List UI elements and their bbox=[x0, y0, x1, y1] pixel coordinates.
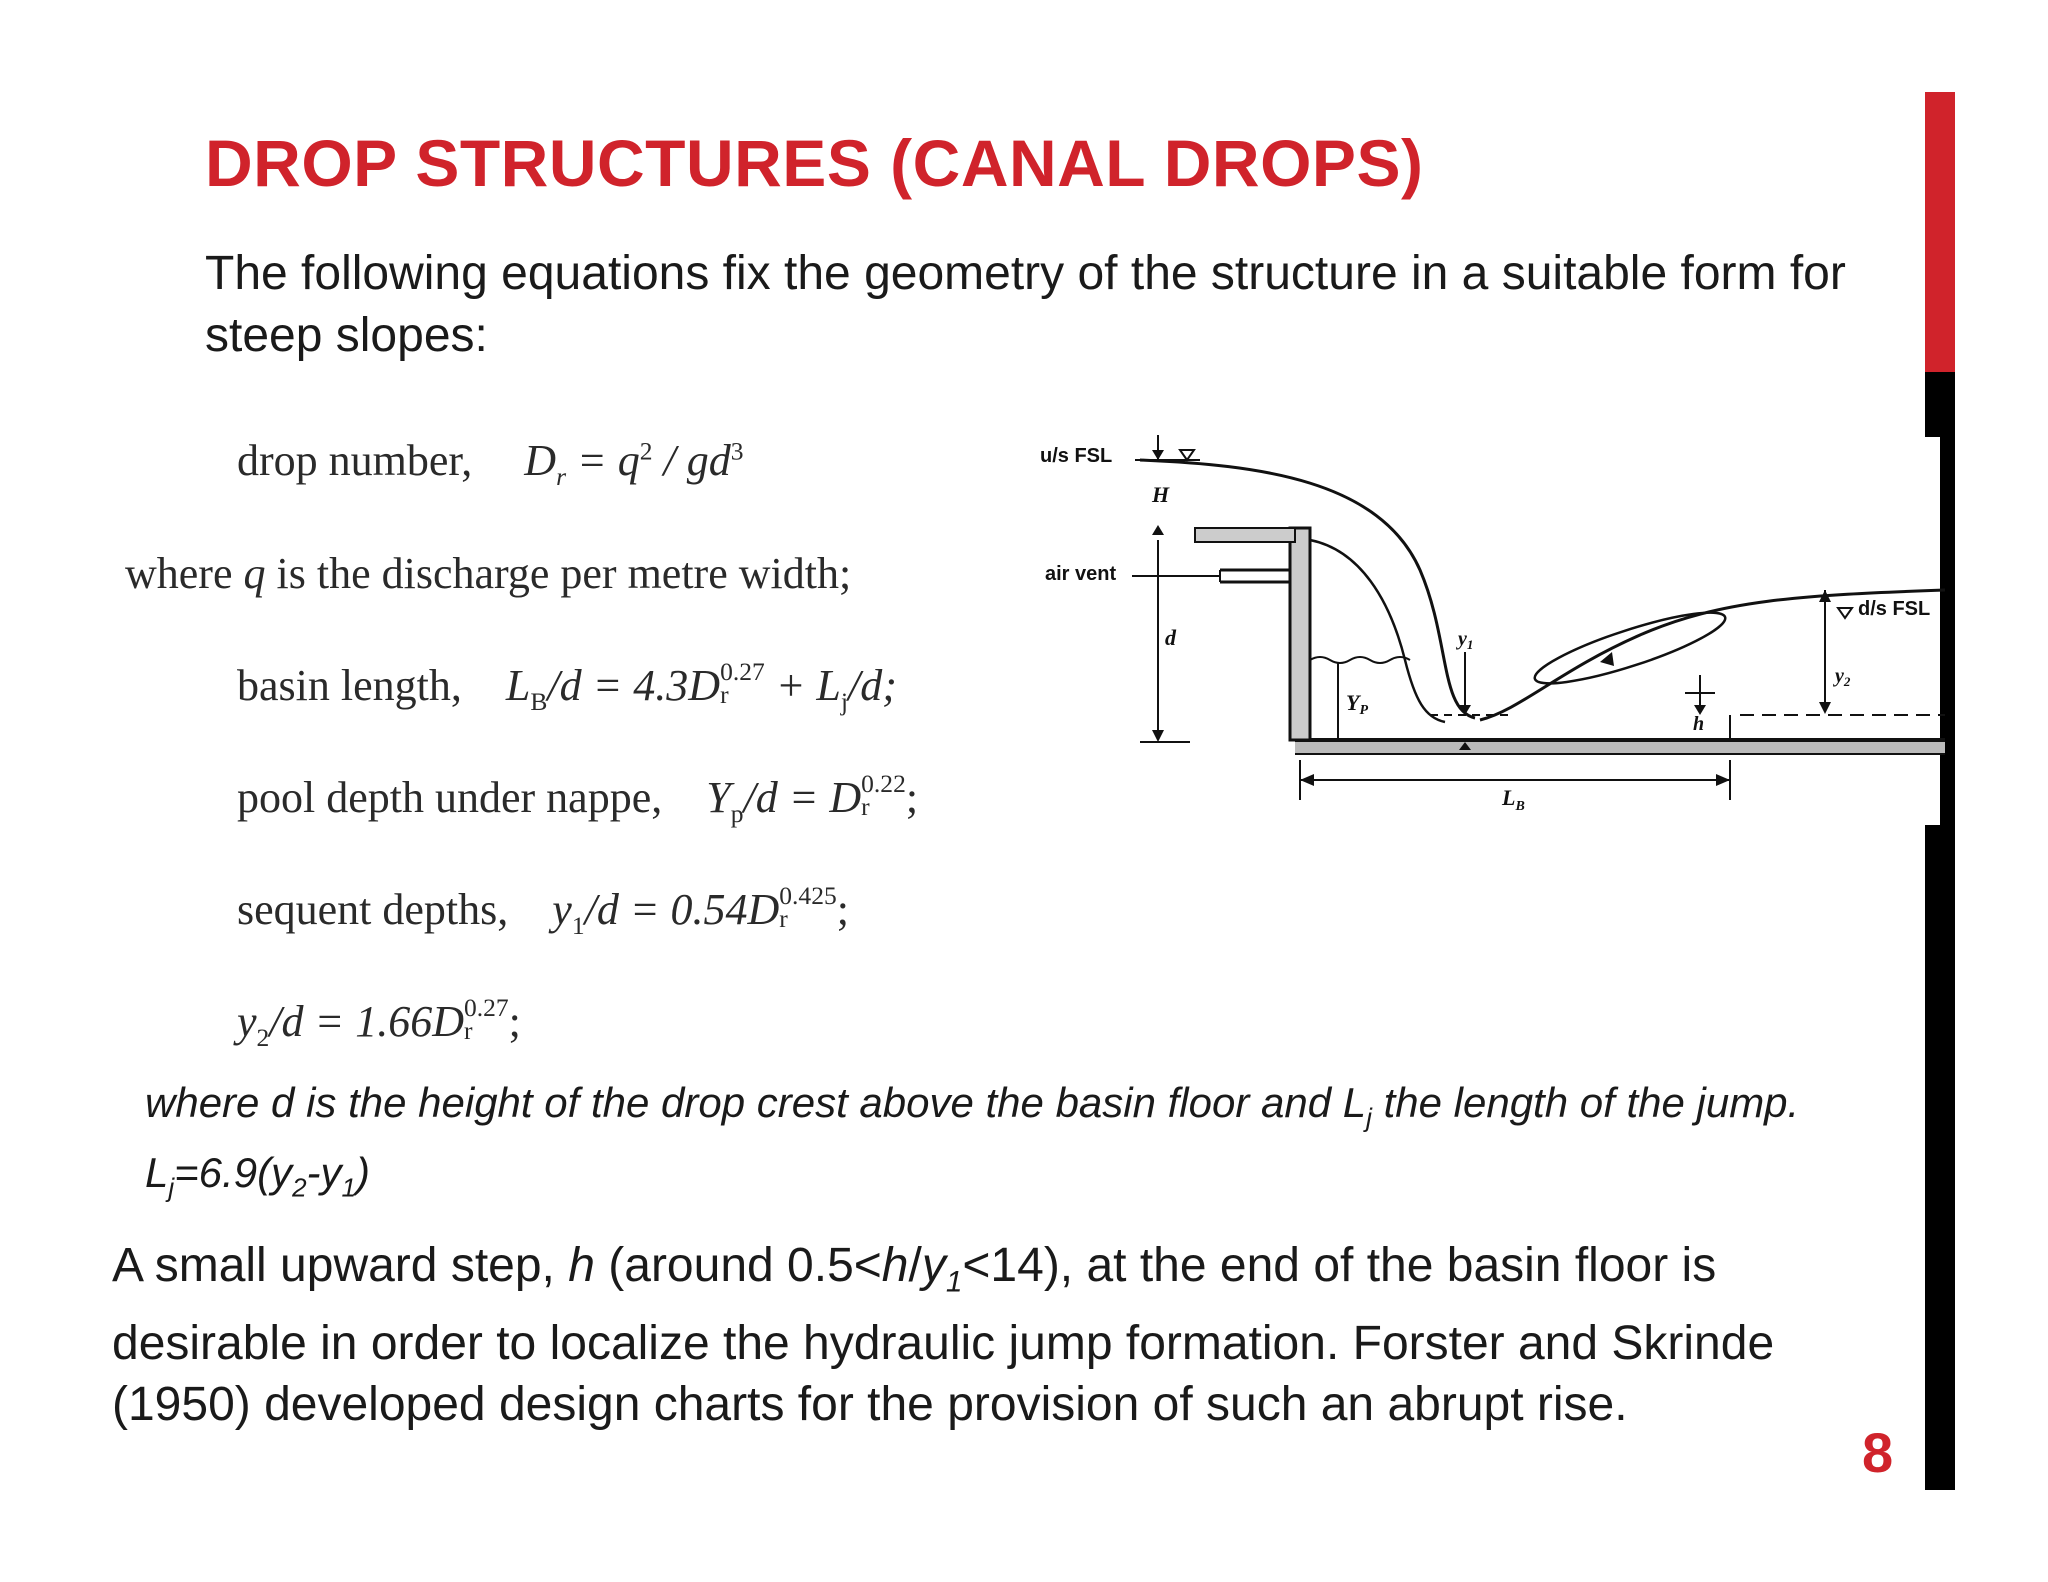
eq-supsub: 0.27 r bbox=[720, 656, 765, 709]
eq-tail: ; bbox=[905, 773, 919, 822]
body-paragraph: A small upward step, h (around $0.5<h/y_1<14$), at the end of the basin floor is desirable in order to localize the hydraulic jump formation. Forster and Skrinde (1950) developed design charts for the provision of such an abrupt rise. bbox=[112, 1239, 1775, 1431]
eq-exp: 2 bbox=[639, 436, 653, 466]
label-d: d bbox=[1165, 625, 1176, 650]
eq-label: drop number, bbox=[237, 436, 473, 485]
eq-tail: ; bbox=[836, 885, 849, 934]
LB-arrow-right bbox=[1716, 774, 1730, 786]
eq-sub: p bbox=[730, 798, 744, 828]
eq-end: + L bbox=[775, 661, 841, 710]
eq-sub: 1 bbox=[571, 910, 585, 940]
label-H: H bbox=[1152, 482, 1170, 507]
equation-sequent-depths bbox=[237, 880, 849, 941]
ds-fsl-marker bbox=[1838, 608, 1852, 618]
label-ds-fsl: d/s FSL bbox=[1858, 598, 1931, 620]
drop-wall bbox=[1290, 528, 1310, 740]
LB-arrow-left bbox=[1300, 774, 1314, 786]
intro-text: The following equations fix the geometry of the structure in a suitable form for steep slopes: bbox=[205, 247, 1846, 362]
eq-label: pool depth under nappe, bbox=[237, 773, 663, 822]
d-arrow bbox=[1152, 730, 1164, 742]
eq-mid: /d = 4.3D bbox=[547, 661, 721, 710]
eq-sub: 2 bbox=[256, 1022, 270, 1052]
eq-mid: /d = 1.66D bbox=[269, 997, 464, 1046]
label-Yp: YP bbox=[1346, 690, 1369, 718]
H-arrow-top bbox=[1152, 450, 1164, 460]
eq-var: y bbox=[552, 885, 572, 934]
label-air-vent: air vent bbox=[1045, 563, 1117, 585]
label-y2: $y_2$ bbox=[1835, 665, 1851, 689]
eq-var: Y bbox=[706, 773, 731, 822]
y2-arrow-bottom bbox=[1819, 702, 1831, 714]
note-text: where d is the height of the drop crest above the basin floor and $L_j$ the length of the jump. $L_j=6.9(y_2-y_1)$ bbox=[145, 1079, 1800, 1203]
eq-label: basin length, bbox=[237, 661, 462, 710]
equation-where-q bbox=[125, 548, 851, 599]
equation-y2 bbox=[237, 992, 521, 1053]
eq-label: sequent depths, bbox=[237, 885, 509, 934]
crest-slab bbox=[1195, 528, 1295, 542]
accent-bar-black-bottom bbox=[1925, 825, 1955, 1490]
page-number: 8 bbox=[1862, 1421, 1894, 1484]
eq-where: where bbox=[125, 549, 233, 598]
eq-var: D bbox=[524, 436, 557, 485]
basin-floor-hatch bbox=[1295, 742, 1945, 754]
H-arrow-bottom bbox=[1152, 525, 1164, 535]
eq-rhs2: / gd bbox=[652, 436, 731, 485]
eq-supsub: 0.425 r bbox=[779, 880, 837, 933]
accent-bar-red bbox=[1925, 92, 1955, 372]
equation-pool-depth bbox=[237, 768, 919, 829]
nappe-lower bbox=[1310, 540, 1445, 722]
eq-rhs: = q bbox=[577, 436, 640, 485]
eq-supsub: 0.22 r bbox=[861, 768, 906, 821]
accent-bar-black-top bbox=[1925, 372, 1955, 437]
equation-drop-number bbox=[237, 435, 743, 492]
drop-structure-diagram bbox=[1040, 430, 1945, 825]
eq-exp2: 3 bbox=[730, 436, 744, 466]
eq-var: L bbox=[505, 661, 531, 710]
eq-mid: /d = D bbox=[743, 773, 862, 822]
eq-supsub: 0.27 r bbox=[464, 992, 509, 1045]
label-us-fsl: u/s FSL bbox=[1040, 445, 1113, 467]
eq-q: q bbox=[243, 549, 266, 598]
label-y1: $y_1$ bbox=[1458, 628, 1474, 652]
eq-mid: /d = 0.54D bbox=[584, 885, 780, 934]
us-fsl-marker bbox=[1180, 450, 1194, 460]
slide-title: DROP STRUCTURES (CANAL DROPS) bbox=[205, 126, 1424, 200]
eq-sub: B bbox=[530, 686, 548, 716]
label-h: h bbox=[1693, 713, 1705, 735]
label-LB: $L_B$ bbox=[1502, 785, 1525, 814]
eq-var: y bbox=[237, 997, 257, 1046]
pool-surface bbox=[1310, 657, 1410, 663]
eq-sub-j: j bbox=[840, 686, 848, 716]
equation-basin-length bbox=[237, 656, 897, 717]
eq-tail: ; bbox=[508, 997, 521, 1046]
eq-sub: r bbox=[556, 461, 567, 491]
eq-where-rest: is the discharge per metre width; bbox=[276, 549, 852, 598]
eq-tail: /d; bbox=[848, 661, 897, 710]
